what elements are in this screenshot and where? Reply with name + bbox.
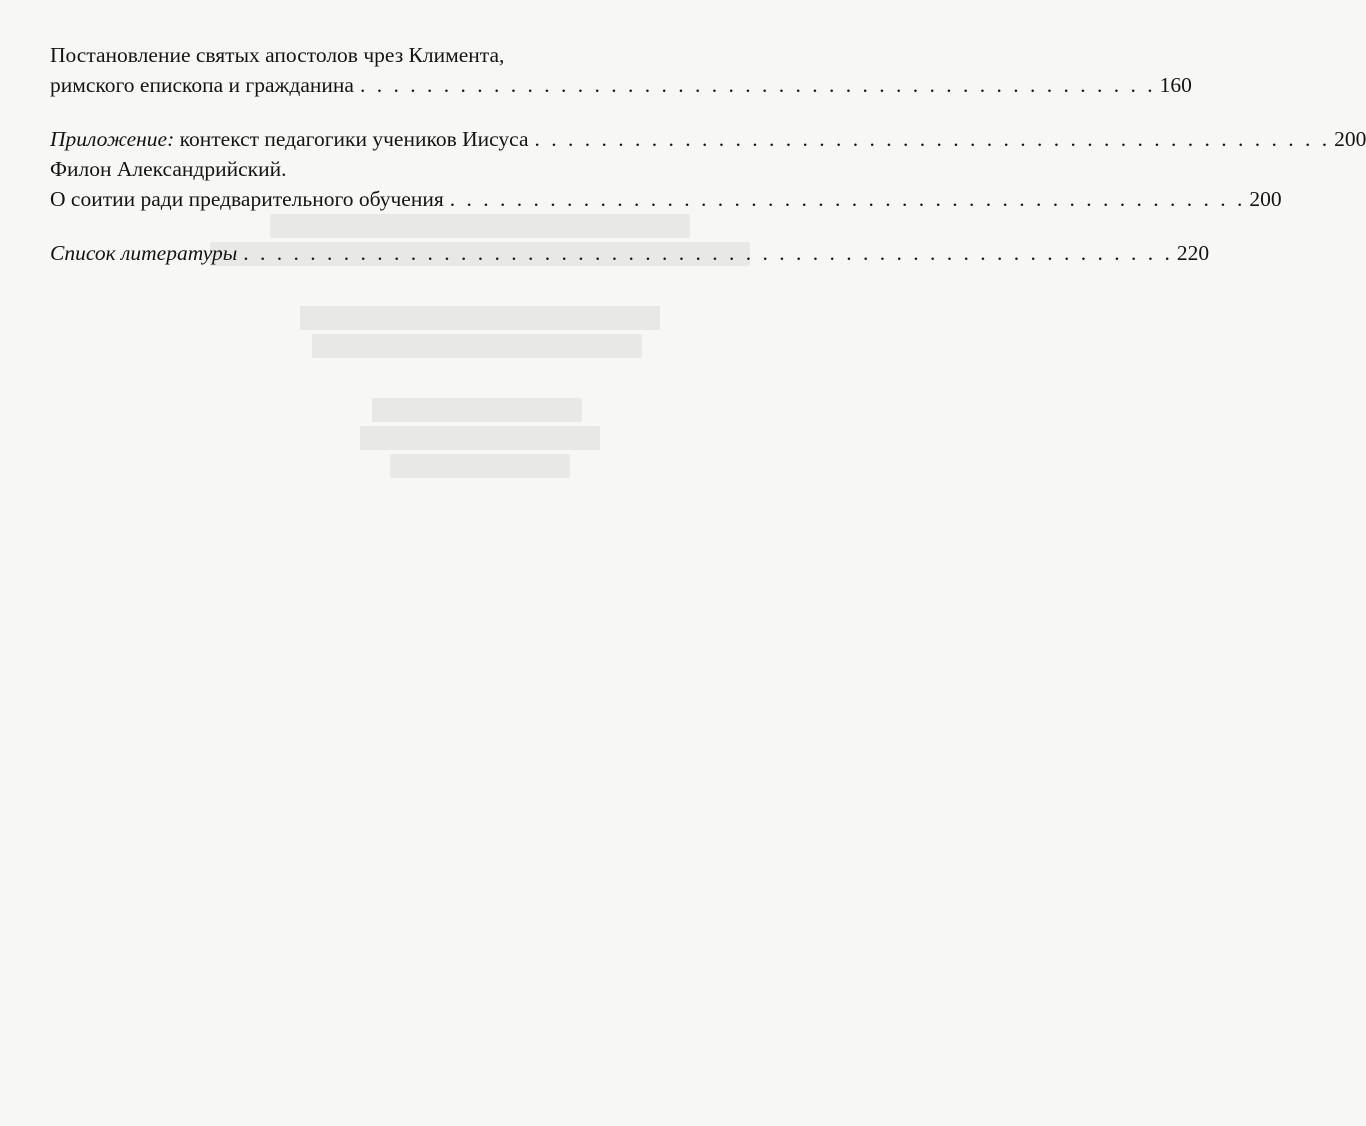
toc-entry-title: контекст педагогики учеников Иисуса — [174, 127, 529, 151]
toc-entry-title-line-2: О соитии ради предварительного обучения — [50, 187, 444, 211]
appendix-label: Приложение: — [50, 127, 175, 151]
leader-dots: . . . . . . . . . . . . . . . . . . . . . . . . . . . . . . . . . . . . . . . . . . . . . . . . . . . . . . . . — [243, 241, 1173, 265]
toc-line — [50, 238, 1210, 268]
toc-line — [50, 124, 1366, 154]
toc-entry-title-line-1: Филон Александрийский. — [50, 157, 287, 181]
toc-line — [50, 40, 774, 70]
toc-entry-title-line-1: Постановление святых апостолов чрез Климента, — [50, 43, 505, 67]
leader-dots: . . . . . . . . . . . . . . . . . . . . . . . . . . . . . . . . . . . . . . . . . . . . . . . . — [534, 127, 1331, 151]
leader-dots: . . . . . . . . . . . . . . . . . . . . . . . . . . . . . . . . . . . . . . . . . . . . . . . . — [359, 73, 1156, 97]
toc-line — [50, 184, 1282, 214]
toc-entry-appendix — [50, 124, 1366, 154]
page-number: 160 — [1159, 73, 1192, 97]
table-of-contents — [50, 40, 1366, 268]
toc-entry-bibliography — [50, 238, 1210, 268]
toc-entry-title: Список литературы — [50, 241, 238, 265]
toc-entry-constitutions — [50, 40, 1192, 100]
page-number: 200 — [1334, 127, 1366, 151]
toc-line — [50, 154, 774, 184]
toc-entry-philo — [50, 154, 1282, 214]
toc-line — [50, 70, 1192, 100]
page-number: 200 — [1249, 187, 1282, 211]
leader-dots: . . . . . . . . . . . . . . . . . . . . . . . . . . . . . . . . . . . . . . . . . . . . . . . . — [449, 187, 1246, 211]
toc-entry-title-line-2: римского епископа и гражданина — [50, 73, 354, 97]
page-number: 220 — [1176, 241, 1210, 265]
